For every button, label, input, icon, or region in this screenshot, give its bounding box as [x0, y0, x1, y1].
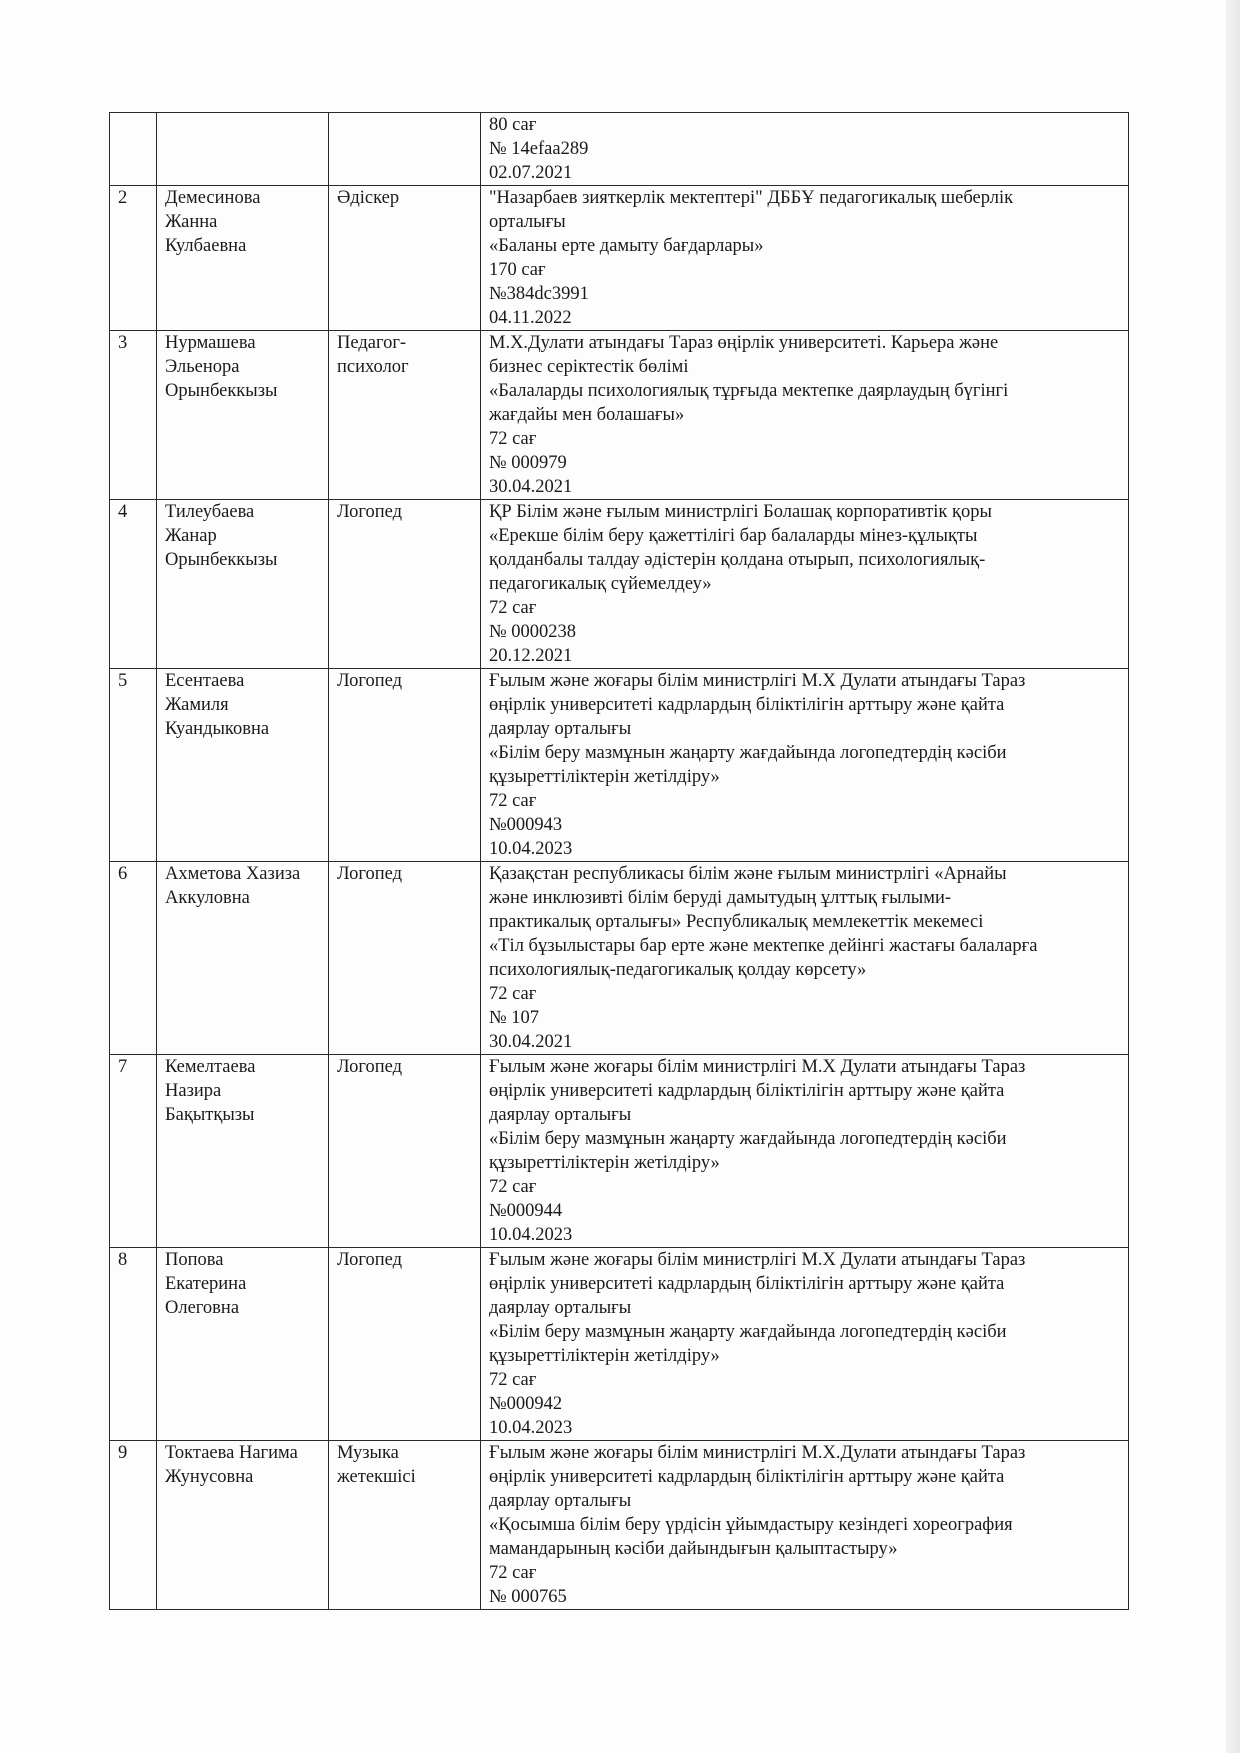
- course-detail-line: құзыреттіліктерін жетілдіру»: [489, 1346, 720, 1366]
- employee-name-line: Назира: [165, 1081, 222, 1101]
- course-detail-line: өңірлік университеті кадрлардың біліктілігін арттыру және қайта: [489, 695, 1005, 715]
- course-detail-line: № 107: [489, 1008, 540, 1028]
- row-number-cell: [110, 1055, 157, 1248]
- row-number: 3: [118, 333, 128, 353]
- employee-name-line: Жанар: [165, 526, 217, 546]
- course-detail-line: Ғылым және жоғары білім министрлігі М.Х Дулати атындағы Тараз: [489, 1250, 1026, 1270]
- row-number: 5: [118, 671, 128, 691]
- course-detail-line: «Білім беру мазмұнын жаңарту жағдайында логопедтердің кәсіби: [489, 1322, 1007, 1342]
- row-number-cell: [110, 331, 157, 500]
- position-cell: [329, 1441, 481, 1610]
- course-details-cell: [481, 186, 1129, 331]
- employee-name-line: Ахметова Хазиза: [165, 864, 301, 884]
- employee-name-line: Олеговна: [165, 1298, 240, 1318]
- course-detail-line: №000942: [489, 1394, 563, 1414]
- row-number-cell: [110, 1441, 157, 1610]
- table-row: [110, 669, 1129, 862]
- course-detail-line: 30.04.2021: [489, 477, 573, 497]
- course-details-cell: [481, 1055, 1129, 1248]
- row-number-cell: [110, 186, 157, 331]
- row-number: 2: [118, 188, 128, 208]
- course-detail-line: 10.04.2023: [489, 1225, 573, 1245]
- employee-name-line: Есентаева: [165, 671, 245, 691]
- employee-name-line: Орынбеккызы: [165, 381, 278, 401]
- course-detail-line: №384dc3991: [489, 284, 589, 304]
- course-detail-line: қолданбалы талдау әдістерін қолдана отырып, психологиялық-: [489, 550, 986, 570]
- course-detail-line: «Білім беру мазмұнын жаңарту жағдайында логопедтердің кәсіби: [489, 743, 1007, 763]
- position-line: психолог: [337, 357, 409, 377]
- course-detail-line: 170 сағ: [489, 260, 546, 280]
- course-detail-line: 72 сағ: [489, 429, 537, 449]
- course-detail-line: № 0000238: [489, 622, 577, 642]
- course-detail-line: №000944: [489, 1201, 563, 1221]
- employee-name-cell: [157, 1055, 329, 1248]
- course-detail-line: жағдайы мен болашағы»: [489, 405, 685, 425]
- course-detail-line: 20.12.2021: [489, 646, 573, 666]
- table-row: [110, 186, 1129, 331]
- employee-name-line: Кулбаевна: [165, 236, 247, 256]
- position-cell: [329, 186, 481, 331]
- course-detail-line: құзыреттіліктерін жетілдіру»: [489, 767, 720, 787]
- employee-name-line: Тилеубаева: [165, 502, 255, 522]
- course-detail-line: бизнес серіктестік бөлімі: [489, 357, 689, 377]
- course-detail-line: № 14efaa289: [489, 139, 589, 159]
- position-line: Педагог-: [337, 333, 407, 353]
- course-detail-line: өңірлік университеті кадрлардың біліктілігін арттыру және қайта: [489, 1274, 1005, 1294]
- course-detail-line: 72 сағ: [489, 1563, 537, 1583]
- table-row: [110, 1248, 1129, 1441]
- position-line: Логопед: [337, 1057, 402, 1077]
- course-detail-line: даярлау орталығы: [489, 719, 632, 739]
- table-row: [110, 331, 1129, 500]
- table-row: [110, 500, 1129, 669]
- row-number: 4: [118, 502, 128, 522]
- course-detail-line: «Ерекше білім беру қажеттілігі бар балаларды мінез-құлықты: [489, 526, 978, 546]
- position-cell: [329, 1248, 481, 1441]
- course-detail-line: № 000979: [489, 453, 567, 473]
- row-number: 8: [118, 1250, 128, 1270]
- table-row: [110, 862, 1129, 1055]
- employee-name-cell: [157, 186, 329, 331]
- employee-name-line: Токтаева Нагима: [165, 1443, 298, 1463]
- employee-name-cell: [157, 1248, 329, 1441]
- position-line: Логопед: [337, 1250, 402, 1270]
- row-number-cell: [110, 113, 157, 186]
- course-details-cell: [481, 500, 1129, 669]
- table-row: [110, 1055, 1129, 1248]
- course-detail-line: «Тіл бұзылыстары бар ерте және мектепке дейінгі жастағы балаларға: [489, 936, 1038, 956]
- course-detail-line: құзыреттіліктерін жетілдіру»: [489, 1153, 720, 1173]
- course-detail-line: М.Х.Дулати атындағы Тараз өңірлік университеті. Карьера және: [489, 333, 999, 353]
- employee-name-cell: [157, 669, 329, 862]
- scan-edge-shadow: [1226, 0, 1240, 1753]
- employee-name-line: Жанна: [165, 212, 218, 232]
- course-detail-line: даярлау орталығы: [489, 1491, 632, 1511]
- employee-name-cell: [157, 113, 329, 186]
- position-line: Әдіскер: [337, 188, 400, 208]
- course-detail-line: 10.04.2023: [489, 839, 573, 859]
- table-row: [110, 113, 1129, 186]
- position-cell: [329, 331, 481, 500]
- position-line: Логопед: [337, 502, 402, 522]
- course-details-cell: [481, 113, 1129, 186]
- employee-name-line: Куандыковна: [165, 719, 270, 739]
- employee-name-line: Орынбеккызы: [165, 550, 278, 570]
- course-detail-line: 72 сағ: [489, 791, 537, 811]
- course-detail-line: мамандарының кәсіби дайындығын қалыптастыру»: [489, 1539, 898, 1559]
- employee-name-cell: [157, 1441, 329, 1610]
- position-cell: [329, 113, 481, 186]
- course-detail-line: және инклюзивті білім беруді дамытудың ұлттық ғылыми-: [489, 888, 952, 908]
- employee-name-cell: [157, 500, 329, 669]
- course-detail-line: Қазақстан республикасы білім және ғылым министрлігі «Арнайы: [489, 864, 1007, 884]
- course-detail-line: психологиялық-педагогикалық қолдау көрсету»: [489, 960, 867, 980]
- course-detail-line: 72 сағ: [489, 598, 537, 618]
- course-details-cell: [481, 669, 1129, 862]
- employee-name-cell: [157, 862, 329, 1055]
- position-line: Логопед: [337, 864, 402, 884]
- course-detail-line: "Назарбаев зияткерлік мектептері" ДББҰ педагогикалық шеберлік: [489, 188, 1014, 208]
- course-detail-line: 02.07.2021: [489, 163, 573, 183]
- course-detail-line: Ғылым және жоғары білім министрлігі М.Х Дулати атындағы Тараз: [489, 1057, 1026, 1077]
- employee-name-line: Жунусовна: [165, 1467, 254, 1487]
- row-number: 7: [118, 1057, 128, 1077]
- employee-name-line: Екатерина: [165, 1274, 247, 1294]
- position-cell: [329, 500, 481, 669]
- table-row: [110, 1441, 1129, 1610]
- row-number-cell: [110, 1248, 157, 1441]
- employee-name-line: Эльенора: [165, 357, 240, 377]
- course-detail-line: «Баланы ерте дамыту бағдарлары»: [489, 236, 764, 256]
- course-detail-line: өңірлік университеті кадрлардың біліктілігін арттыру және қайта: [489, 1467, 1005, 1487]
- staff-training-table: [109, 112, 1129, 1610]
- employee-name-cell: [157, 331, 329, 500]
- course-detail-line: ҚР Білім және ғылым министрлігі Болашақ корпоративтік қоры: [489, 502, 992, 522]
- employee-name-line: Нурмашева: [165, 333, 256, 353]
- position-cell: [329, 669, 481, 862]
- row-number: 6: [118, 864, 128, 884]
- course-detail-line: Ғылым және жоғары білім министрлігі М.Х Дулати атындағы Тараз: [489, 671, 1026, 691]
- employee-name-line: Бақытқызы: [165, 1105, 255, 1125]
- position-line: жетекшісі: [337, 1467, 416, 1487]
- table-body: [110, 113, 1129, 1610]
- course-detail-line: Ғылым және жоғары білім министрлігі М.Х.Дулати атындағы Тараз: [489, 1443, 1026, 1463]
- position-line: Музыка: [337, 1443, 399, 1463]
- course-detail-line: 80 сағ: [489, 115, 537, 135]
- course-details-cell: [481, 862, 1129, 1055]
- course-detail-line: практикалық орталығы» Республикалық мемлекеттік мекемесі: [489, 912, 984, 932]
- course-detail-line: өңірлік университеті кадрлардың біліктілігін арттыру және қайта: [489, 1081, 1005, 1101]
- employee-name-line: Демесинова: [165, 188, 261, 208]
- position-cell: [329, 862, 481, 1055]
- row-number-cell: [110, 669, 157, 862]
- course-detail-line: 72 сағ: [489, 1370, 537, 1390]
- course-detail-line: 04.11.2022: [489, 308, 572, 328]
- employee-name-line: Аккуловна: [165, 888, 250, 908]
- employee-name-line: Жамиля: [165, 695, 229, 715]
- employee-name-line: Кемелтаева: [165, 1057, 256, 1077]
- course-detail-line: орталығы: [489, 212, 566, 232]
- course-detail-line: даярлау орталығы: [489, 1298, 632, 1318]
- position-cell: [329, 1055, 481, 1248]
- course-detail-line: «Білім беру мазмұнын жаңарту жағдайында логопедтердің кәсіби: [489, 1129, 1007, 1149]
- employee-name-line: Попова: [165, 1250, 224, 1270]
- course-detail-line: 10.04.2023: [489, 1418, 573, 1438]
- course-details-cell: [481, 1441, 1129, 1610]
- course-detail-line: 30.04.2021: [489, 1032, 573, 1052]
- course-detail-line: 72 сағ: [489, 984, 537, 1004]
- row-number: 9: [118, 1443, 128, 1463]
- course-detail-line: «Балаларды психологиялық тұрғыда мектепке даярлаудың бүгінгі: [489, 381, 1009, 401]
- row-number-cell: [110, 862, 157, 1055]
- row-number-cell: [110, 500, 157, 669]
- course-detail-line: даярлау орталығы: [489, 1105, 632, 1125]
- course-detail-line: №000943: [489, 815, 563, 835]
- course-detail-line: педагогикалық сүйемелдеу»: [489, 574, 712, 594]
- position-line: Логопед: [337, 671, 402, 691]
- course-detail-line: № 000765: [489, 1587, 567, 1607]
- course-details-cell: [481, 1248, 1129, 1441]
- course-detail-line: 72 сағ: [489, 1177, 537, 1197]
- course-details-cell: [481, 331, 1129, 500]
- course-detail-line: «Қосымша білім беру үрдісін ұйымдастыру кезіндегі хореография: [489, 1515, 1013, 1535]
